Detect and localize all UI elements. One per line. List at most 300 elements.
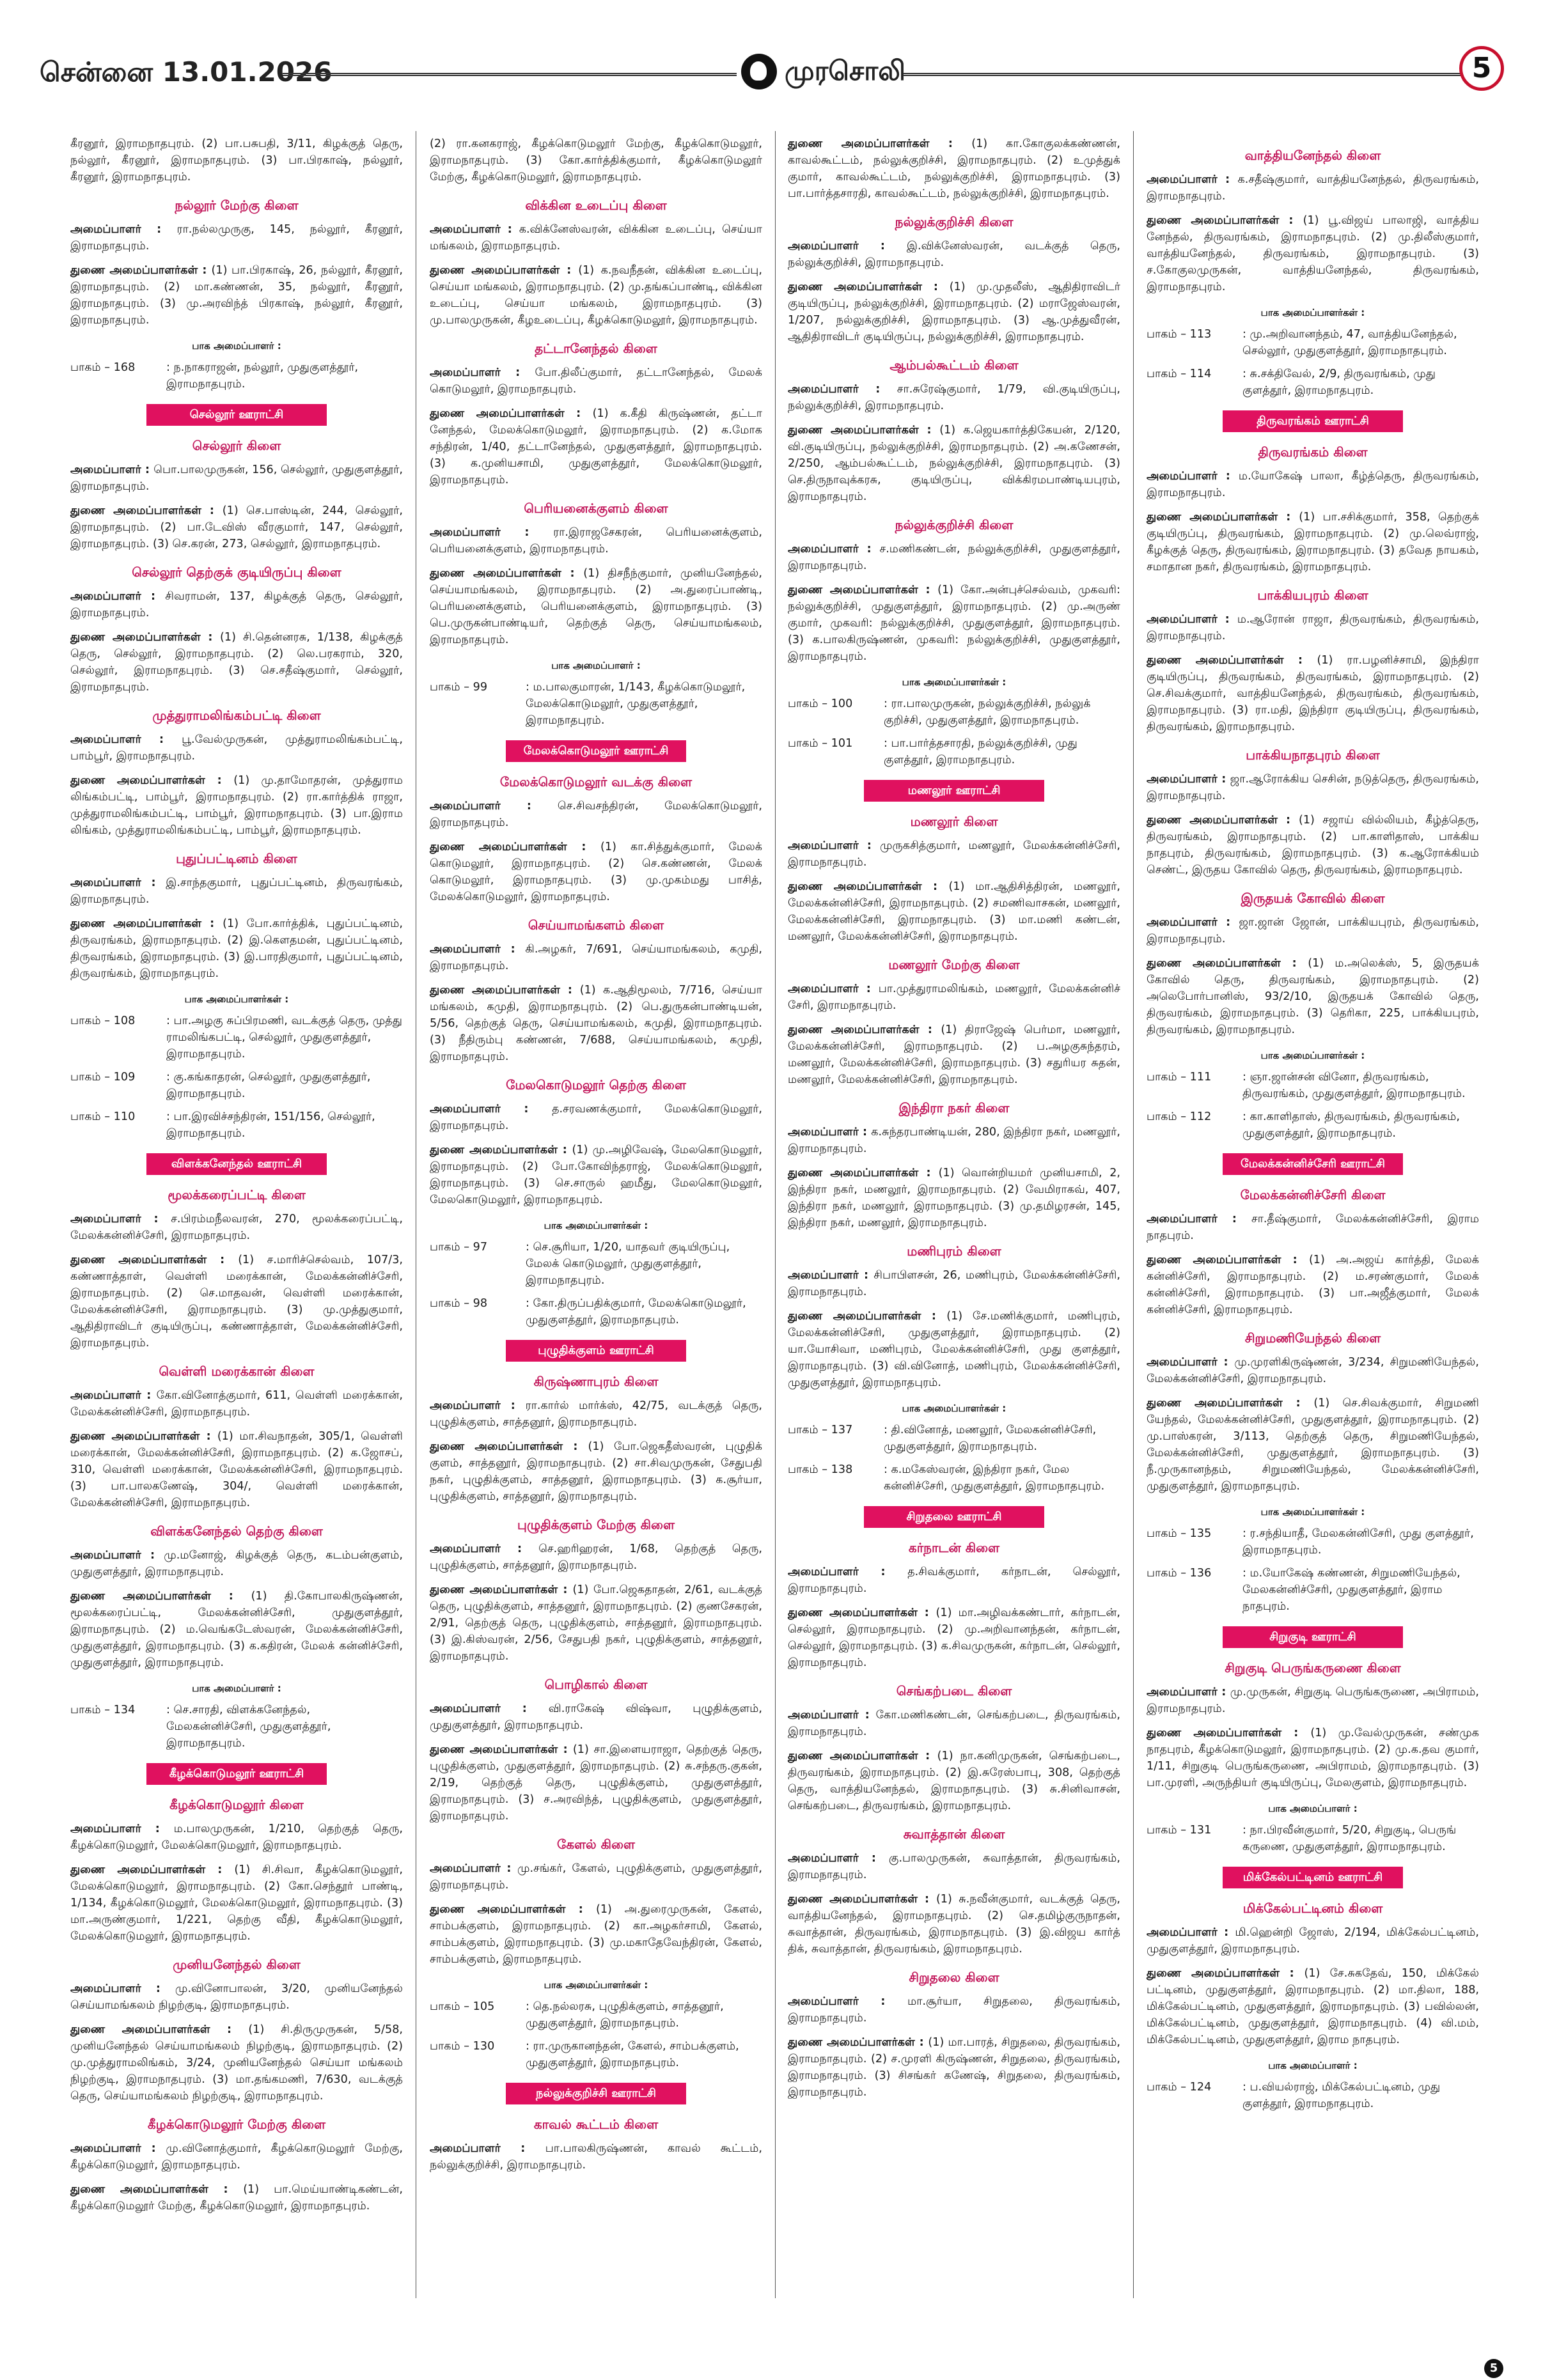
organiser-entry: [1147, 955, 1479, 1038]
footer-page-number: 5: [1484, 2359, 1503, 2378]
role-label: துணை அமைப்பாளர்கள் :: [1147, 957, 1308, 970]
organiser-entry: [788, 1308, 1120, 1391]
entry-text: (1) ரா.பழனிச்சாமி, இந்திரா குடியிருப்பு, திருவரங்கம், திருவரங்கம், இராமநாதபுரம். (2) செ.சிவக்குமார், வாத்தியனேந்தல், திருவரங்கம், திருவரங்கம், இராமநாதபுரம். (3) ரா.மதி, இந்திரா குடியிருப்பு, திருவரங்கம், திருவரங்கம், இராமநாதபுரம்.: [1147, 654, 1480, 733]
continued-text: [70, 136, 403, 185]
organiser-entry: [430, 524, 762, 557]
booth-organiser-row: [1147, 1108, 1479, 1142]
role-label: அமைப்பாளர் :: [788, 1852, 889, 1865]
booth-number: பாகம் – 135: [1147, 1527, 1212, 1540]
role-label: துணை அமைப்பாளர்கள் :: [70, 1430, 217, 1443]
booth-organisers-heading: பாக அமைப்பாளர்கள் :: [902, 676, 1006, 688]
branch-title: பெரியனைக்குளம் கிளை: [524, 501, 668, 516]
organiser-entry: [788, 1267, 1120, 1300]
entry-text: ரா.கார்ல் மார்க்ஸ், 42/75, வடக்குத் தெரு, புழுதிக்குளம், சாத்தனூர், இராமநாதபுரம்.: [430, 1399, 762, 1429]
entry-text: (1) சே.சுகதேவ், 150, மிக்கேல் பட்டினம், முதுகுளத்தூர், இராமநாதபுரம். (2) மா.திலா, 188, மிக்கேல்பட்டினம், முதுகுளத்தூர், இராமநாதபுரம். (3) பவில்லன், மிக்கேல்பட்டினம், முதுகுளத்தூர், இராமநாதபுரம். (4) வி.மம், மிக்கேல்பட்டினம், முதுகுளத்தூர், இராம நாதபுரம்.: [1147, 1967, 1479, 2046]
organiser-entry: [1147, 1684, 1479, 1717]
booth-organiser-details: : கு.கங்காதரன், செல்லூர், முதுகுளத்தூர், இராமநாதபுரம்.: [166, 1071, 371, 1100]
branch-title: தட்டானேந்தல் கிளை: [535, 341, 657, 356]
booth-organiser-details: : க.மகேஸ்வரன், இந்திரா நகர், மேல கன்னிச்சேரி, முதுகுளத்தூர், இராமநாதபுரம்.: [884, 1463, 1105, 1493]
panchayat-banner: மிக்கேல்பட்டினம் ஊராட்சி: [1223, 1867, 1403, 1888]
entry-text: (1) பா.மெய்யாண்டிகண்டன், கீழக்கொடுமலூர் மேற்கு, கீழக்கொடுமலூர், இராமநாதபுரம்.: [70, 2183, 403, 2213]
panchayat-banner: மணலூர் ஊராட்சி: [864, 780, 1044, 802]
branch-title: நல்லூர் மேற்கு கிளை: [175, 198, 299, 213]
organiser-entry: [70, 629, 403, 696]
entry-text: சிவராமன், 137, கிழக்குத் தெரு, செல்லூர், இராமநாதபுரம்.: [70, 590, 403, 619]
role-label: துணை அமைப்பாளர்கள் :: [70, 2183, 244, 2196]
organiser-entry: [1147, 1395, 1479, 1495]
role-label: துணை அமைப்பாளர்கள் :: [788, 584, 938, 596]
entry-text: (1) க.கீதி கிருஷ்ணன், தட்டா னேந்தல், மேலக்கொடுமலூர், இராமநாதபுரம். (2) க.மோக சந்திரன், 1/40, தட்டானேந்தல், முதுகுளத்தூர், இராமநாதபுரம். (3) க.முனியசாமி, முதுகுளத்தூர், மேலக்கொடுமலூர், இராமநாதபுரம்.: [430, 407, 762, 486]
role-label: அமைப்பாளர் :: [1147, 773, 1230, 786]
entry-text: முருகசித்குமார், மணலூர், மேலக்கன்னிச்சேரி, இராமநாதபுரம்.: [788, 839, 1120, 869]
organiser-entry: [788, 1748, 1120, 1814]
organiser-entry: [788, 1022, 1120, 1088]
branch-title: மூலக்கரைப்பட்டி கிளை: [168, 1187, 306, 1202]
panchayat-banner: செல்லூர் ஊராட்சி: [146, 404, 327, 426]
booth-organiser-row: [1147, 326, 1479, 359]
booth-number: பாகம் – 98: [430, 1297, 488, 1310]
branch-title: செய்யாமங்களம் கிளை: [528, 917, 664, 933]
role-label: துணை அமைப்பாளர்கள் :: [1147, 1397, 1314, 1410]
entry-text: (1) மு.வேல்முருகன், சண்முக நாதபுரம், கீழக்கொடுமலூர், இராமநாதபுரம். (2) மு.க.தவ குமார், 1/11, சிறுகுடி பெருங்கருணை, அபிராமம், இராமநாதபுரம். (3) பா.முரளி, அருந்தியர் குடியிருப்பு, மேலகுளம், இராமநாதபுரம்.: [1147, 1727, 1479, 1789]
role-label: துணை அமைப்பாளர்கள் :: [430, 1583, 573, 1596]
role-label: துணை அமைப்பாளர்கள் :: [430, 1440, 588, 1453]
role-label: துணை அமைப்பாளர்கள் :: [70, 774, 234, 787]
organiser-entry: [430, 1101, 762, 1134]
branch-title: மேலக்கொடுமலூர் வடக்கு கிளை: [499, 774, 693, 789]
organiser-entry: [788, 422, 1120, 505]
entry-text: (1) மா.அழிவக்கண்டார், கர்நாடன், செல்லூர், இராமநாதபுரம். (2) மு.அறிவானந்தன், கர்நாடன், செல்லூர், இராமநாதபுரம். (3) க.சிவமுருகன், கர்நாடன், செல்லூர், இராமநாதபுரம்.: [788, 1606, 1121, 1669]
organiser-entry: [1147, 611, 1479, 644]
branch-title: பாக்கியநாதபுரம் கிளை: [1246, 747, 1380, 763]
booth-organisers-heading: பாக அமைப்பாளர்கள் :: [902, 1403, 1006, 1414]
role-label: அமைப்பாளர் :: [430, 1702, 549, 1715]
booth-organisers-heading: பாக அமைப்பாளர் :: [192, 1683, 281, 1694]
role-label: அமைப்பாளர் :: [788, 1709, 876, 1722]
entry-text: (1) மா.ஆதிசித்திரன், மணலூர், மேலக்கன்னிச்சேரி, இராமநாதபுரம். (2) சமணிவாசகன், மணலூர், மேலக்கன்னிச்சேரி, இராமநாதபுரம். (3) மா.மணி கண்டன், மணலூர், மேலக்கன்னிச்சேரி, இராமநாதபுரம்.: [788, 880, 1120, 943]
organiser-entry: [788, 1165, 1120, 1231]
booth-number: பாகம் – 111: [1147, 1071, 1212, 1084]
booth-number: பாகம் – 108: [70, 1015, 136, 1027]
role-label: துணை அமைப்பாளர்கள் :: [430, 841, 601, 853]
organiser-entry: [788, 541, 1120, 574]
organiser-entry: [430, 221, 762, 254]
booth-organiser-row: [788, 696, 1120, 729]
role-label: அமைப்பாளர் :: [70, 2142, 166, 2155]
branch-title: முத்துராமலிங்கம்பட்டி கிளை: [152, 708, 321, 723]
role-label: துணை அமைப்பாளர்கள் :: [788, 1310, 947, 1323]
organiser-entry: [430, 1582, 762, 1665]
entry-text: (1) ம.அலெக்ஸ், 5, இருதயக் கோவில் தெரு, திருவரங்கம், இராமநாதபுரம். (2) அலெபோர்பானிஸ், 93/2/10, இருதயக் கோவில் தெரு, திருவரங்கம், இராமநாதபுரம். (3) தெரிகா, 225, பாக்கியபுரம், திருவரங்கம், இராமநாதபுரம்.: [1147, 957, 1479, 1036]
branch-title: பாக்கியபுரம் கிளை: [1257, 587, 1368, 603]
entry-text: (1) மு.தாமோதரன், முத்துராம லிங்கம்பட்டி, பாம்பூர், இராமநாதபுரம். (2) ரா.கார்த்திக் ராஜா, முத்துராமலிங்கம்பட்டி, பாம்பூர், இராமநாதபுரம். (3) பா.இராம லிங்கம், முத்துராமலிங்கம்பட்டி, பாம்பூர், இராமநாதபுரம்.: [70, 774, 403, 837]
entry-text: பா.முத்துராமலிங்கம், மணலூர், மேலக்கன்னிச் சேரி, இராமநாதபுரம்.: [788, 983, 1120, 1012]
organiser-entry: [1147, 914, 1479, 947]
entry-text: ம.பாலமுருகன், 1/210, தெற்குத் தெரு, கீழக்கொடுமலூர், மேலக்கொடுமலூர், இராமநாதபுரம்.: [70, 1823, 403, 1852]
booth-organiser-details: : பா.அழகு சுப்பிரமணி, வடக்குத் தெரு, முத்து ராமலிங்கபட்டி, செல்லூர், முதுகுளத்தூர், இராமநாதபுரம்.: [166, 1015, 403, 1061]
organiser-entry: [430, 1142, 762, 1208]
organiser-entry: [70, 1588, 403, 1671]
organiser-entry: [788, 238, 1120, 271]
booth-number: பாகம் – 110: [70, 1110, 136, 1123]
branch-title: காவல் கூட்டம் கிளை: [533, 2117, 659, 2132]
entry-text: (1) சஜாய் வில்லியம், கீழ்த்தெரு, திருவரங்கம், இராமநாதபுரம். (2) பா.காளிதாஸ், பாக்கிய நாதபுரம், திருவரங்கம், இராமநாதபுரம். (3) க.ஆரோக்கியம் செண்ட், இருதய கோவில் தெரு, திருவரங்கம், இராமநாதபுரம்.: [1147, 814, 1479, 876]
booth-organiser-details: : சு.சக்திவேல், 2/9, திருவரங்கம், முது குளத்தூர், இராமநாதபுரம்.: [1242, 368, 1436, 397]
role-label: அமைப்பாளர் :: [788, 543, 880, 556]
organiser-entry: [70, 1252, 403, 1351]
organiser-entry: [1147, 509, 1479, 575]
booth-organisers-heading: பாக அமைப்பாளர்கள் :: [544, 1979, 648, 1991]
organiser-entry: [70, 1547, 403, 1580]
booth-organiser-details: : செ.சூரியா, 1/20, யாதவர் குடியிருப்பு, மேலக் கொடுமலூர், முதுகுளத்தூர், இராமநாதபுரம்.: [526, 1241, 730, 1287]
booth-organiser-row: [788, 1461, 1120, 1495]
role-label: துணை அமைப்பாளர்கள் :: [70, 264, 212, 277]
organiser-entry: [1147, 468, 1479, 501]
role-label: அமைப்பாளர் :: [788, 240, 907, 253]
role-label: துணை அமைப்பாளர்கள் :: [430, 407, 593, 420]
entry-text: மு.வினோத்குமார், கீழக்கொடுமலூர் மேற்கு, கீழக்கொடுமலூர், இராமநாதபுரம்.: [70, 2142, 403, 2172]
entry-text: செ.சிவசந்திரன், மேலக்கொடுமலூர், இராமநாதபுரம்.: [430, 800, 763, 829]
booth-organiser-details: : ப.வியல்ராஜ், மிக்கேல்பட்டினம், முது குளத்தூர், இராமநாதபுரம்.: [1242, 2081, 1441, 2110]
panchayat-banner: மேலக்கன்னிச்சேரி ஊராட்சி: [1223, 1153, 1403, 1175]
booth-organisers-heading: பாக அமைப்பாளர்கள் :: [1260, 1506, 1365, 1518]
organiser-entry: [70, 2140, 403, 2174]
booth-organiser-row: [1147, 1069, 1479, 1102]
organiser-entry: [1147, 1965, 1479, 2048]
organiser-entry: [788, 1707, 1120, 1740]
booth-number: பாகம் – 124: [1147, 2081, 1212, 2094]
booth-number: பாகம் – 99: [430, 681, 488, 694]
organiser-entry: [430, 1438, 762, 1505]
role-label: அமைப்பாளர் :: [430, 1399, 526, 1412]
entry-text: ரா.இராஜசேகரன், பெரியனைக்குளம், பெரியனைக்குளம், இராமநாதபுரம்.: [430, 526, 763, 556]
entry-text: (1) மு.முதலீஸ், ஆதிதிராவிடர் குடியிருப்பு, நல்லுக்குறிச்சி, இராமநாதபுரம். (2) மராஜேஸ்வரன், 1/207, நல்லுக்குறிச்சி, இராமநாதபுரம். (3) ஆ.முத்துவீரன், ஆதிதிராவிடர் குடியிருப்பு, நல்லுக்குறிச்சி, இராமநாதபுரம்.: [788, 281, 1120, 343]
role-label: அமைப்பாளர் :: [430, 1543, 539, 1555]
organiser-entry: [70, 772, 403, 839]
entry-text: மு.வினோபாலன், 3/20, முனியனேந்தல் செய்யாமங்கலம் நிழற்குடி, இராமநாதபுரம்.: [70, 1982, 403, 2012]
entry-text: ம.ஆரோன் ராஜா, திருவரங்கம், திருவரங்கம், இராமநாதபுரம்.: [1147, 613, 1479, 642]
organiser-entry: [70, 875, 403, 908]
booth-organisers-heading: பாக அமைப்பாளர் :: [1268, 2060, 1358, 2071]
column-4: [1147, 136, 1479, 2119]
booth-organiser-details: : கோ.திருப்பதிக்குமார், மேலக்கொடுமலூர், முதுகுளத்தூர், இராமநாதபுரம்.: [526, 1297, 746, 1326]
role-label: அமைப்பாளர் :: [1147, 1213, 1251, 1225]
entry-text: த.சரவணக்குமார், மேலக்கொடுமலூர், இராமநாதபுரம்.: [430, 1103, 762, 1132]
organiser-entry: [70, 502, 403, 552]
booth-organiser-row: [70, 1702, 403, 1752]
entry-text: (1) திராஜேஷ் பெர்மா, மணலூர், மேலக்கன்னிச்சேரி, இராமநாதபுரம். (2) ப.அழகுசுந்தரம், மணலூர், மேலக்கன்னிச்சேரி, இராமநாதபுரம். (3) சதுரியர சுதன், மணலூர், மேலக்கன்னிச்சேரி, இராமநாதபுரம்.: [788, 1023, 1121, 1086]
entry-text: (1) மா.பாரத், சிறுதலை, திருவரங்கம், இராமநாதபுரம். (2) ச.முரளி கிருஷ்ணன், சிறுதலை, திருவரங்கம், இராமநாதபுரம். (3) சிசங்கர் கணேஷ், சிறுதலை, திருவரங்கம், இராமநாதபுரம்.: [788, 2036, 1120, 2099]
entry-text: (1) பூ.விஜய் பாலாஜி, வாத்திய னேந்தல், திருவரங்கம், இராமநாதபுரம். (2) மு.திலீஸ்குமார், வாத்தியனேந்தல், திருவரங்கம், இராமநாதபுரம். (3) ச.கோகுலமுருகன், வாத்தியனேந்தல், திருவரங்கம், இராமநாதபுரம்.: [1147, 214, 1480, 293]
booth-organiser-row: [70, 359, 403, 393]
entry-text: (1) நா.கனிமுருகன், செங்கற்படை, திருவரங்கம், இராமநாதபுரம். (2) இ.சுரேஸ்பாபு, 308, தெற்குத் தெரு, வாத்தியனேந்தல், இராமநாதபுரம். (3) சு.சினிவாசன், செங்கற்படை, திருவரங்கம், இராமநாதபுரம்.: [788, 1750, 1120, 1812]
organiser-entry: [70, 262, 403, 329]
booth-organisers-heading: பாக அமைப்பாளர்கள் :: [544, 1220, 648, 1231]
role-label: அமைப்பாளர் :: [430, 223, 519, 236]
booth-organiser-details: : நா.பிரவீன்குமார், 5/20, சிறுகுடி, பெருங் கருணை, முதுகுளத்தூர், இராமநாதபுரம்.: [1242, 1824, 1457, 1853]
role-label: அமைப்பாளர் :: [70, 590, 166, 603]
entry-text: (1) க.நவநீதன், விக்கின உடைப்பு, செய்யா மங்கலம், இராமநாதபுரம். (2) மு.தங்கப்பாண்டி, விக்கின உடைப்பு, செய்யா மங்கலம், இராமநாதபுரம். (3) மு.பாலமுருகன், கீழஉடைப்பு, கீழக்கொடுமலூர், இராமநாதபுரம்.: [430, 264, 762, 327]
branch-title: மிக்கேல்பட்டினம் கிளை: [1242, 1901, 1383, 1916]
entry-text: இ.விக்னேஸ்வரன், வடக்குத் தெரு, நல்லுக்குறிச்சி, இராமநாதபுரம்.: [788, 240, 1120, 269]
booth-organisers-heading: பாக அமைப்பாளர்கள் :: [1260, 1050, 1365, 1061]
organiser-entry: [70, 462, 403, 495]
booth-organisers-heading: பாக அமைப்பாளர் :: [192, 340, 281, 352]
branch-title: சிறுதலை கிளை: [909, 1970, 999, 1985]
entry-text: போ.திலீப்குமார், தட்டானேந்தல், மேலக் கொடுமலூர், இராமநாதபுரம்.: [430, 366, 763, 396]
role-label: அமைப்பாளர் :: [430, 526, 554, 539]
entry-text: கு.பாலமுருகன், சுவாத்தான், திருவரங்கம், இராமநாதபுரம்.: [788, 1852, 1120, 1881]
booth-organiser-details: : ர.சந்தியாதீ, மேலகன்னிசேரி, முது குளத்தூர், இராமநாதபுரம்.: [1242, 1527, 1474, 1557]
booth-organiser-row: [788, 1422, 1120, 1455]
role-label: துணை அமைப்பாளர்கள் :: [1147, 214, 1303, 227]
entry-text: (1) ச.மாரிச்செல்வம், 107/3, கண்ணாத்தாள், வெள்ளி மரைக்கான், மேலக்கன்னிச்சேரி, இராமநாதபுரம். (2) செ.மாதவன், வெள்ளி மரைக்கான், மேலக்கன்னிச்சேரி, இராமநாதபுரம். (3) மு.முத்துகுமார், ஆதிதிராவிடர் குடியிருப்பு, கண்ணாத்தாள், மேலக்கன்னிச்சேரி, இராமநாதபுரம்.: [70, 1254, 403, 1349]
role-label: அமைப்பாளர் :: [1147, 916, 1239, 929]
booth-organiser-row: [1147, 1822, 1479, 1855]
booth-organisers-heading: பாக அமைப்பாளர்கள் :: [1260, 307, 1365, 318]
role-label: அமைப்பாளர் :: [70, 733, 182, 746]
role-label: அமைப்பாளர் :: [430, 943, 526, 956]
paper-logo-icon: [741, 54, 777, 89]
organiser-entry: [1147, 652, 1479, 735]
branch-title: மணிபுரம் கிளை: [907, 1243, 1001, 1259]
organiser-entry: [1147, 1211, 1479, 1244]
branch-title: வெள்ளி மரைக்கான் கிளை: [159, 1364, 315, 1379]
role-label: அமைப்பாளர் :: [70, 1549, 164, 1562]
role-label: துணை அமைப்பாளர்கள் :: [788, 880, 949, 893]
branch-title: விளக்கனேந்தல் தெற்கு கிளை: [150, 1523, 323, 1539]
booth-organiser-row: [430, 1239, 762, 1289]
organiser-entry: [70, 2181, 403, 2214]
role-label: அமைப்பாளர் :: [1147, 613, 1237, 626]
organiser-entry: [1147, 1725, 1479, 1791]
booth-number: பாகம் – 109: [70, 1071, 136, 1084]
booth-organisers-heading: பாக அமைப்பாளர் :: [1268, 1803, 1358, 1814]
role-label: அமைப்பாளர் :: [788, 383, 897, 396]
booth-organiser-details: : தெ.நல்லரசு, புழுதிக்குளம், சாத்தனூர், முதுகுளத்தூர், இராமநாதபுரம்.: [526, 2000, 724, 2030]
entry-text: (1) போ.ஜெகதீஸ்வரன், புழுதிக் குளம், சாத்தனூர், இராமநாதபுரம். (2) சா.சிவமுருகன், சேதுபதி நகர், புழுதிக்குளம், சாத்தனூர், இராமநாதபுரம். (3) க.சூர்யா, புழுதிக்குளம், சாத்தனூர், இராமநாதபுரம்.: [430, 1440, 762, 1503]
booth-number: பாகம் – 136: [1147, 1567, 1212, 1580]
branch-title: பொழிகால் கிளை: [544, 1677, 648, 1692]
role-label: அமைப்பாளர் :: [430, 1862, 518, 1875]
organiser-entry: [70, 1980, 403, 2014]
entry-text: த.சிவக்குமார், கர்நாடன், செல்லூர், இராமநாதபுரம்.: [788, 1566, 1120, 1595]
entry-text: கீரனூர், இராமநாதபுரம். (2) பா.பசுபதி, 3/11, கிழக்குத் தெரு, நல்லூர், கீரனூர், இராமநாதபுரம். (3) பா.பிரகாஷ், நல்லூர், கீரனூர், இராமநாதபுரம்.: [70, 137, 403, 183]
booth-organiser-row: [430, 1295, 762, 1328]
role-label: அமைப்பாளர் :: [70, 876, 166, 889]
role-label: அமைப்பாளர் :: [70, 1389, 157, 1402]
booth-number: பாகம் – 113: [1147, 328, 1212, 341]
organiser-entry: [430, 1700, 762, 1734]
organiser-entry: [1147, 771, 1479, 804]
entry-text: க.விக்னேஸ்வரன், விக்கின உடைப்பு, செய்யா மங்கலம், இராமநாதபுரம்.: [430, 223, 762, 253]
entry-text: பா.பாலகிருஷ்ணன், காவல் கூட்டம், நல்லுக்குறிச்சி, இராமநாதபுரம்.: [430, 2142, 762, 2172]
role-label: துணை அமைப்பாளர்கள் :: [788, 1750, 937, 1762]
entry-text: பொ.பாலமுருகன், 156, செல்லூர், முதுகுளத்தூர், இராமநாதபுரம்.: [70, 463, 403, 493]
column-2: [430, 136, 762, 2181]
branch-title: இந்திரா நகர் கிளை: [898, 1100, 1010, 1116]
organiser-entry: [430, 1397, 762, 1431]
branch-title: இருதயக் கோவில் கிளை: [1241, 891, 1385, 906]
entry-text: க.சதீஷ்குமார், வாத்தியனேந்தல், திருவரங்கம், இராமநாதபுரம்.: [1147, 173, 1480, 203]
branch-title: முனியனேந்தல் கிளை: [173, 1957, 301, 1972]
branch-title: ஆம்பல்கூட்டம் கிளை: [889, 357, 1019, 373]
organiser-entry: [430, 364, 762, 398]
entry-text: (1) தி.கோபாலகிருஷ்ணன், மூலக்கரைப்பட்டி, மேலக்கன்னிச்சேரி, முதுகுளத்தூர், இராமநாதபுரம். (2) ம.வெங்கடேஸ்வரன், மேலக்கன்னிச்சேரி, முதுகுளத்தூர், இராமநாதபுரம். (3) க.கதிரன், மேலக் கன்னிச்சேரி, முதுகுளத்தூர், இராமநாதபுரம்.: [70, 1590, 403, 1669]
booth-organiser-row: [70, 1108, 403, 1142]
role-label: துணை அமைப்பாளர்கள் :: [788, 424, 940, 437]
role-label: துணை அமைப்பாளர்கள் :: [70, 504, 223, 517]
entry-text: செ.ஹரிஹரன், 1/68, தெற்குத் தெரு, புழுதிக்குளம், சாத்தனூர், இராமநாதபுரம்.: [430, 1543, 762, 1572]
entry-text: கோ.மணிகண்டன், செங்கற்படை, திருவரங்கம், இராமநாதபுரம்.: [788, 1709, 1120, 1738]
role-label: துணை அமைப்பாளர்கள் :: [788, 1606, 936, 1619]
role-label: துணை அமைப்பாளர்கள் :: [788, 1023, 941, 1036]
branch-title: கீழக்கொடுமலூர் மேற்கு கிளை: [147, 2117, 326, 2132]
panchayat-banner: கீழக்கொடுமலூர் ஊராட்சி: [146, 1763, 327, 1785]
branch-title: செல்லூர் தெற்குக் குடியிருப்பு கிளை: [132, 564, 341, 580]
booth-organiser-details: : ரா.முருகானந்தன், கேளல், சாம்பக்குளம், முதுகுளத்தூர், இராமநாதபுரம்.: [526, 2040, 739, 2069]
role-label: அமைப்பாளர் :: [788, 983, 879, 995]
organiser-entry: [430, 798, 762, 831]
organiser-entry: [430, 405, 762, 488]
organiser-entry: [430, 2140, 762, 2174]
role-label: அமைப்பாளர் :: [788, 1995, 908, 2008]
booth-organisers-heading: பாக அமைப்பாளர்கள் :: [184, 993, 289, 1005]
column-3: [788, 136, 1120, 2108]
booth-organiser-details: : ம.பாலகுமாரன், 1/143, கீழக்கொடுமலூர், மேலக்கொடுமலூர், முதுகுளத்தூர், இராமநாதபுரம்.: [526, 681, 746, 727]
booth-number: பாகம் – 168: [70, 361, 136, 374]
organiser-entry: [1147, 212, 1479, 295]
booth-organiser-details: : கா.காளிதாஸ், திருவரங்கம், திருவரங்கம், முதுகுளத்தூர், இராமநாதபுரம்.: [1242, 1110, 1460, 1140]
branch-title: மணலூர் கிளை: [910, 814, 998, 829]
role-label: துணை அமைப்பாளர்கள் :: [70, 2023, 249, 2036]
role-label: துணை அமைப்பாளர்கள் :: [788, 1893, 936, 1906]
entry-text: (1) சு.நவீன்குமார், வடக்குத் தெரு, வாத்தியனேந்தல், இராமநாதபுரம். (2) செ.தமிழ்குருநாதன், சுவாத்தான், திருவரங்கம், இராமநாதபுரம். (3) இ.விஜய கார்த் திக், சுவாத்தான், திருவரங்கம், இராமநாதபுரம்.: [788, 1893, 1120, 1956]
organiser-entry: [70, 1387, 403, 1420]
entry-text: ஜா.ஜான் ஜோன், பாக்கியபுரம், திருவரங்கம், இராமநாதபுரம்.: [1147, 916, 1479, 945]
role-label: அமைப்பாளர் :: [788, 1269, 874, 1282]
booth-number: பாகம் – 137: [788, 1424, 853, 1436]
booth-organiser-row: [788, 735, 1120, 768]
organiser-entry: [788, 1993, 1120, 2026]
branch-title: செல்லூர் கிளை: [192, 438, 281, 453]
role-label: துணை அமைப்பாளர்கள் :: [70, 917, 223, 930]
entry-text: ச.மணிகண்டன், நல்லுக்குறிச்சி, முதுகுளத்தூர், இராமநாதபுரம்.: [788, 543, 1120, 572]
booth-organiser-row: [430, 679, 762, 729]
organiser-entry: [788, 1564, 1120, 1597]
booth-number: பாகம் – 101: [788, 737, 853, 750]
organiser-entry: [430, 1541, 762, 1574]
organiser-entry: [1147, 171, 1479, 205]
role-label: துணை அமைப்பாளர்கள் :: [788, 1167, 939, 1179]
organiser-entry: [788, 582, 1120, 665]
organiser-entry: [70, 731, 403, 765]
entry-text: (1) சி.தென்னரசு, 1/138, கிழக்குத் தெரு, செல்லூர், இராமநாதபுரம். (2) லெ.பரகராம், 320, செல்லூர், இராமநாதபுரம். (3) செ.சதீஷ்குமார், செல்லூர், இராமநாதபுரம்.: [70, 631, 403, 694]
entry-text: (1) சி.சிவா, கீழக்கொடுமலூர், மேலக்கொடுமலூர், இராமநாதபுரம். (2) கோ.செந்தூர் பாண்டி, 1/134, கீழக்கொடுமலூர், மேலக்கொடுமலூர், இராமநாதபுரம். (3) மா.அருண்குமார், 1/221, தெற்கு வீதி, கீழக்கொடுமலூர், மேலக்கொடுமலூர், இராமநாதபுரம்.: [70, 1863, 403, 1943]
booth-number: பாகம் – 138: [788, 1463, 853, 1476]
booth-organiser-row: [430, 2038, 762, 2071]
entry-text: ச.பிரம்மநீலவரன், 270, மூலக்கரைப்பட்டி, மேலக்கன்னிச்சேரி, இராமநாதபுரம்.: [70, 1213, 403, 1242]
role-label: துணை அமைப்பாளர்கள் :: [1147, 1254, 1309, 1266]
role-label: அமைப்பாளர் :: [1147, 1926, 1235, 1939]
branch-title: புழுதிக்குளம் மேற்கு கிளை: [517, 1517, 675, 1532]
organiser-entry: [788, 1891, 1120, 1957]
panchayat-banner: மேலக்கொடுமலூர் ஊராட்சி: [506, 740, 686, 762]
entry-text: மி.ஹென்றி ஜோஸ், 2/194, மிக்கேல்பட்டினம், முதுகுளத்தூர், இராமநாதபுரம்.: [1147, 1926, 1479, 1956]
organiser-entry: [430, 1860, 762, 1894]
entry-text: (1) க.ஜெயகார்த்திகேயன், 2/120, வி.குடியிருப்பு, நல்லுக்குறிச்சி, இராமநாதபுரம். (2) அ.கணேசன், 2/250, ஆம்பல்கூட்டம், நல்லுக்குறிச்சி, இராமநாதபுரம். (3) செ.திருநாவுக்கரசு, குடியிருப்பு, விக்கிரமபாண்டியபுரம், இராமநாதபுரம்.: [788, 424, 1120, 503]
booth-number: பாகம் – 105: [430, 2000, 495, 2013]
organiser-entry: [70, 1862, 403, 1945]
organiser-entry: [70, 588, 403, 621]
role-label: துணை அமைப்பாளர்கள் :: [70, 1254, 239, 1266]
organiser-entry: [788, 381, 1120, 414]
role-label: அமைப்பாளர் :: [788, 839, 880, 852]
branch-title: திருவரங்கம் கிளை: [1258, 444, 1368, 460]
branch-title: மேலகொடுமலூர் தெற்கு கிளை: [506, 1077, 686, 1093]
role-label: அமைப்பாளர் :: [1147, 470, 1239, 483]
role-label: அமைப்பாளர் :: [430, 800, 558, 813]
role-label: அமைப்பாளர் :: [70, 1823, 174, 1835]
entry-text: (1) க.ஆதிமூலம், 7/716, செய்யா மங்கலம், கமுதி, இராமநாதபுரம். (2) பெ.துருகன்பாண்டியன், 5/56, தெற்குத் தெரு, செய்யாமங்கலம், கமுதி, இராமநாதபுரம். (3) நீதிரும்பு கண்ணன், 7/688, செய்யாமங்கலம், கமுதி, இராமநாதபுரம்.: [430, 984, 762, 1063]
panchayat-banner: புழுதிக்குளம் ஊராட்சி: [506, 1340, 686, 1362]
organiser-entry: [1147, 1924, 1479, 1957]
role-label: அமைப்பாளர் :: [70, 1982, 175, 1995]
entry-text: (1) அ.துரைமுருகன், கேளல், சாம்பக்குளம், இராமநாதபுரம். (2) கா.அழகர்சாமி, கேளல், சாம்பக்குளம், இராமநாதபுரம். (3) மு.மகாதேவேந்திரன், கேளல், சாம்பக்குளம், இராமநாதபுரம்.: [430, 1903, 762, 1966]
entry-text: (1) அ.அஜய் கார்த்தி, மேலக் கன்னிச்சேரி, இராமநாதபுரம். (2) ம.சரண்குமார், மேலக் கன்னிச்சேரி, இராமநாதபுரம். (3) பா.அஜீத்குமார், மேலக் கன்னிச்சேரி, இராமநாதபுரம்.: [1147, 1254, 1479, 1316]
panchayat-banner: திருவரங்கம் ஊராட்சி: [1223, 410, 1403, 432]
entry-text: இ.சாந்தகுமார், புதுப்பட்டினம், திருவரங்கம், இராமநாதபுரம்.: [70, 876, 403, 906]
role-label: அமைப்பாளர் :: [430, 2142, 545, 2155]
organiser-entry: [788, 1605, 1120, 1671]
organiser-entry: [788, 837, 1120, 871]
role-label: துணை அமைப்பாளர்கள் :: [70, 631, 221, 644]
entry-text: க.சுந்தரபாண்டியன், 280, இந்திரா நகர், மணலூர், இராமநாதபுரம்.: [788, 1126, 1120, 1155]
entry-text: (1) போ.கார்த்திக், புதுப்பட்டினம், திருவரங்கம், இராமநாதபுரம். (2) இ.கௌதமன், புதுப்பட்டினம், திருவரங்கம், இராமநாதபுரம். (3) இ.பாரதிகுமார், புதுப்பட்டினம், திருவரங்கம், இராமநாதபுரம்.: [70, 917, 403, 980]
entry-text: மு.சங்கர், கேளல், புழுதிக்குளம், முதுகுளத்தூர், இராமநாதபுரம்.: [430, 1862, 762, 1892]
booth-organiser-row: [430, 1998, 762, 2032]
entry-text: (1) பா.பிரகாஷ், 26, நல்லூர், கீரனூர், இராமநாதபுரம். (2) மா.கண்ணன், 35, நல்லூர், கீரனூர், இராமநாதபுரம். (3) மு.அரவிந்த் பிரகாஷ், நல்லூர், கீரனூர், இராமநாதபுரம்.: [70, 264, 403, 327]
entry-text: பூ.வேல்முருகன், முத்துராமலிங்கம்பட்டி, பாம்பூர், இராமநாதபுரம்.: [70, 733, 403, 763]
booth-organisers-heading: பாக அமைப்பாளர் :: [551, 660, 641, 671]
branch-title: புதுப்பட்டினம் கிளை: [176, 851, 297, 866]
entry-text: மா.சூர்யா, சிறுதலை, திருவரங்கம், இராமநாதபுரம்.: [788, 1995, 1120, 2025]
booth-organiser-row: [1147, 1565, 1479, 1615]
masthead: [40, 51, 1504, 96]
entry-text: (1) திசநீந்குமார், முனியனேந்தல், செய்யாமங்கலம், இராமநாதபுரம். (2) அ.துரைப்பாண்டி, பெரியனைக்குளம், பெரியனைக்குளம், இராமநாதபுரம். (3) பெ.முருகன்பாண்டியர், தெற்குத் தெரு, செய்யாமங்கலம், இராமநாதபுரம்.: [430, 567, 763, 646]
booth-number: பாகம் – 131: [1147, 1824, 1212, 1837]
entry-text: (1) சே.மணிக்குமார், மணிபுரம், மேலக்கன்னிச்சேரி, முதுகுளத்தூர், இராமநாதபுரம். (2) யா.யோசிவா, மணிபுரம், மேலக்கன்னிச்சேரி, முது குளத்தூர், இராமநாதபுரம். (3) வி.வினோத், மணிபுரம், மேலக்கன்னிச்சேரி, முதுகுளத்தூர், இராமநாதபுரம்.: [788, 1310, 1121, 1389]
booth-number: பாகம் – 130: [430, 2040, 495, 2053]
role-label: அமைப்பாளர் :: [1147, 173, 1238, 186]
continued-text: [430, 136, 762, 185]
masthead-rule-right: [903, 73, 1472, 76]
column-divider: [1133, 131, 1134, 2298]
entry-text: (1) மு.அழிவேஷ், மேலகொடுமலூர், இராமநாதபுரம். (2) போ.கோவிந்தராஜ், மேலக்கொடுமலூர், இராமநாதபுரம். (3) செ.சாருல் ஹமீது, மேலகொடுமலூர், மேலகொடுமலூர், இராமநாதபுரம்.: [430, 1144, 762, 1206]
branch-title: செங்கற்படை கிளை: [896, 1683, 1012, 1699]
branch-title: கிருஷ்ணாபுரம் கிளை: [533, 1374, 659, 1389]
booth-organiser-row: [70, 1013, 403, 1062]
entry-text: (1) போ.ஜெகதாதன், 2/61, வடக்குத் தெரு, புழுதிக்குளம், சாத்தனூர், இராமநாதபுரம். (2) குணசேகரன், 2/91, தெற்குத் தெரு, புழுதிக்குளம், சாத்தனூர், இராமநாதபுரம். (3) இ.கிஸ்வரன், 2/56, சேதுபதி நகர், புழுதிக்குளம், சாத்தனூர், இராமநாதபுரம்.: [430, 1583, 762, 1663]
page-number-badge: 5: [1459, 46, 1504, 91]
panchayat-banner: சிறுகுடி ஊராட்சி: [1223, 1626, 1403, 1648]
entry-text: மு.முருகன், சிறுகுடி பெருங்கருணை, அபிராமம், இராமநாதபுரம்.: [1147, 1686, 1480, 1715]
booth-organiser-details: : தி.வினோத், மணலூர், மேலகன்னிச்சேரி, முதுகுளத்தூர், இராமநாதபுரம்.: [884, 1424, 1097, 1453]
role-label: அமைப்பாளர் :: [70, 223, 177, 236]
booth-organiser-details: : மு.அறிவானந்தம், 47, வாத்தியனேந்தல், செல்லூர், முதுகுளத்தூர், இராமநாதபுரம்.: [1242, 328, 1457, 357]
branch-title: சுவாத்தான் கிளை: [903, 1826, 1005, 1842]
branch-title: விக்கின உடைப்பு கிளை: [525, 198, 667, 213]
